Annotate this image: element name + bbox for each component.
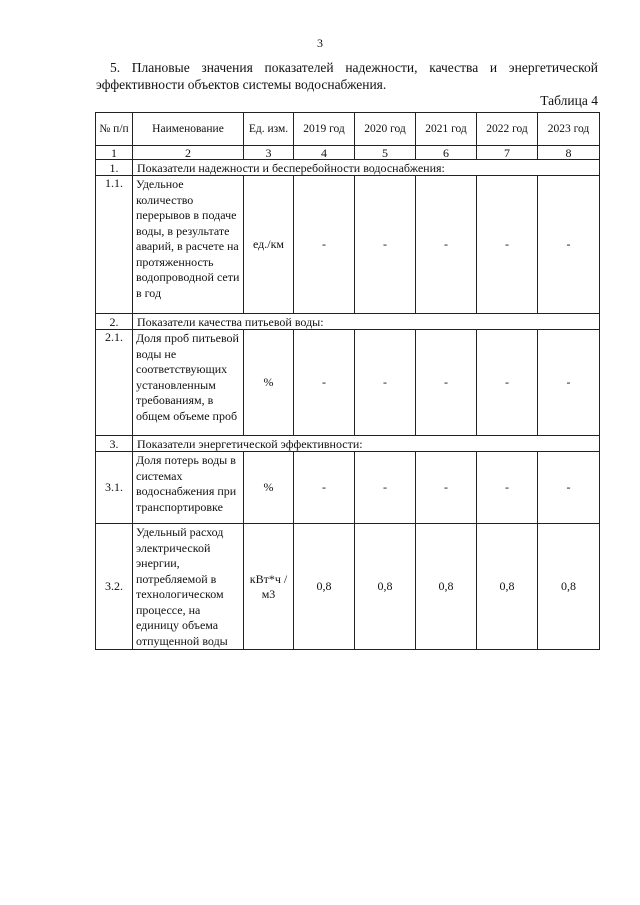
column-number-row (96, 146, 600, 160)
row-code: 3.2. (96, 524, 133, 650)
column-number: 4 (294, 146, 355, 160)
table-row (96, 330, 600, 436)
header-year-2019: 2019 год (294, 113, 355, 146)
section-title: Показатели надежности и бесперебойности водоснабжения: (133, 160, 600, 176)
row-value-2022: - (477, 176, 538, 314)
row-value-2019: - (294, 176, 355, 314)
column-number: 1 (96, 146, 133, 160)
header-year-2022: 2022 год (477, 113, 538, 146)
section-row (96, 314, 600, 330)
column-number: 7 (477, 146, 538, 160)
header-year-2023: 2023 год (538, 113, 600, 146)
row-value-2020: 0,8 (355, 524, 416, 650)
row-value-2022: 0,8 (477, 524, 538, 650)
row-value-2021: 0,8 (416, 524, 477, 650)
table-row (96, 176, 600, 314)
row-code: 3.1. (96, 452, 133, 524)
row-name: Доля потерь воды в системах водоснабжения при транспортировке (133, 452, 244, 524)
section-heading (96, 59, 598, 93)
section-code: 2. (96, 314, 133, 330)
row-code: 1.1. (96, 176, 133, 314)
column-number: 5 (355, 146, 416, 160)
section-code: 3. (96, 436, 133, 452)
section-code: 1. (96, 160, 133, 176)
row-unit: ед./км (244, 176, 294, 314)
row-value-2020: - (355, 330, 416, 436)
table-row (96, 524, 600, 650)
row-value-2019: - (294, 330, 355, 436)
row-value-2020: - (355, 452, 416, 524)
column-number: 6 (416, 146, 477, 160)
column-number: 3 (244, 146, 294, 160)
page-number: 3 (317, 36, 323, 50)
column-number: 8 (538, 146, 600, 160)
heading-line-1: 5. Плановые значения показателей надежности, качества и энергетической (110, 60, 598, 75)
row-value-2022: - (477, 452, 538, 524)
row-value-2023: - (538, 176, 600, 314)
row-unit: кВт*ч /м3 (244, 524, 294, 650)
header-num: № п/п (96, 113, 133, 146)
row-name: Удельный расход электрической энергии, потребляемой в технологическом процессе, на единицу объема отпущенной воды (133, 524, 244, 650)
heading-line-2: эффективности объектов системы водоснабжения. (96, 77, 387, 92)
header-name: Наименование (133, 113, 244, 146)
row-value-2023: - (538, 330, 600, 436)
header-unit: Ед. изм. (244, 113, 294, 146)
section-title: Показатели энергетической эффективности: (133, 436, 600, 452)
row-value-2022: - (477, 330, 538, 436)
row-value-2019: 0,8 (294, 524, 355, 650)
row-name: Доля проб питьевой воды не соответствующих установленным требованиям, в общем объеме проб (133, 330, 244, 436)
row-value-2019: - (294, 452, 355, 524)
row-name: Удельное количество перерывов в подаче воды, в результате аварий, в расчете на протяженность водопроводной сети в год (133, 176, 244, 314)
row-value-2023: 0,8 (538, 524, 600, 650)
table-caption: Таблица 4 (540, 93, 598, 108)
row-value-2020: - (355, 176, 416, 314)
table-row (96, 452, 600, 524)
indicators-table (95, 112, 600, 650)
header-year-2021: 2021 год (416, 113, 477, 146)
column-number: 2 (133, 146, 244, 160)
row-code: 2.1. (96, 330, 133, 436)
row-value-2023: - (538, 452, 600, 524)
header-year-2020: 2020 год (355, 113, 416, 146)
row-value-2021: - (416, 176, 477, 314)
section-row (96, 160, 600, 176)
row-value-2021: - (416, 330, 477, 436)
row-value-2021: - (416, 452, 477, 524)
row-unit: % (244, 330, 294, 436)
row-unit: % (244, 452, 294, 524)
table-header-row (96, 113, 600, 146)
section-row (96, 436, 600, 452)
section-title: Показатели качества питьевой воды: (133, 314, 600, 330)
